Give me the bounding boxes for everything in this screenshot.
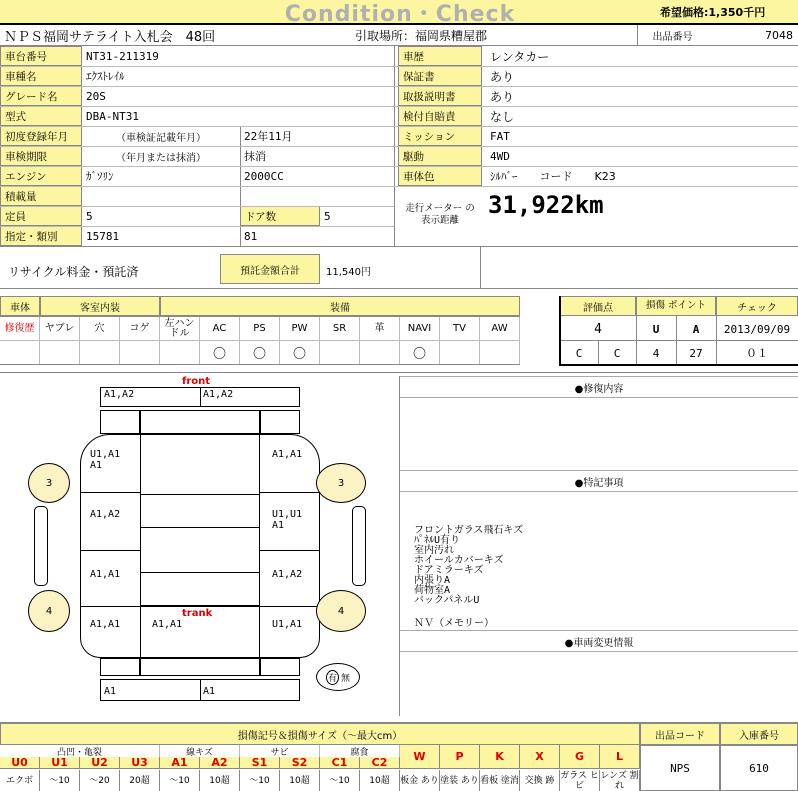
equip-col-10: NAVI (400, 317, 440, 340)
deposit-label: 預託金額合計 (220, 254, 320, 284)
equip-hdr-rating: 評価点 (560, 296, 636, 316)
entry-label: 入庫番号 (720, 723, 798, 745)
spec-note-inspection: （年月または抹消） (116, 152, 206, 164)
equip-val-8 (320, 341, 360, 364)
equip-val-1 (40, 341, 80, 364)
code-label: 出品コード (640, 723, 720, 745)
modify-header: ●車両変更情報 (400, 630, 798, 652)
fb-right-label: A1,A2 (203, 389, 234, 400)
check-date: 2013/09/09 (723, 322, 791, 336)
points-a-value: 27 (689, 346, 703, 360)
spec-value-displacement: 2000CC (244, 169, 284, 183)
equip-val-2 (80, 341, 120, 364)
rating-value: 4 (594, 321, 602, 337)
spec-label-grade: グレード名 (0, 86, 82, 106)
spec-label-manual: 取扱説明書 (398, 86, 482, 106)
spec-value-grade: 20S (86, 89, 106, 103)
equip-col-6: PS (240, 317, 280, 340)
legend-code-W: W (400, 745, 440, 769)
equip-val-10: 〇 (400, 341, 440, 364)
equip-col-8: SR (320, 317, 360, 340)
legend-size-K: 看板 塗消 (480, 770, 520, 791)
spec-label-transmission: ミッション (398, 126, 482, 146)
rb-left-label: A1 (104, 686, 117, 697)
auction-title: ＮＰＳ福岡サテライト入札会 48回 (4, 29, 216, 45)
spec-value-model: ｴｸｽﾄﾚｲﾙ (86, 70, 125, 83)
repair-header: ●修復内容 (400, 376, 798, 398)
entry-value: 610 (720, 745, 798, 791)
spec-label-doors: ドア数 (240, 206, 320, 226)
spec-value-designation: 15781 (86, 229, 120, 243)
spec-value-type: DBA-NT31 (86, 109, 139, 123)
steer-yes: 有 (326, 670, 339, 685)
legend-code-U0: U0 (0, 757, 40, 769)
special-note-item: 内張りA (414, 575, 451, 586)
tire-front-right: 3 (316, 463, 366, 503)
equip-col-1: ヤブレ (40, 317, 80, 340)
legend-code-S2: S2 (280, 757, 320, 769)
nv-note: ＮＶ（メモリー） (414, 617, 494, 628)
spec-value-color: ｼﾙﾊﾞｰ コード K23 (490, 170, 616, 183)
spec-label-capacity: 定員 (0, 206, 82, 226)
rd-left-label: A1,A1 (90, 569, 121, 580)
points-a-label: A (692, 322, 700, 336)
code-value: NPS (640, 745, 720, 791)
legend-code-P: P (440, 745, 480, 769)
legend-size-S2: 10超 (280, 770, 320, 791)
equip-val-6: 〇 (240, 341, 280, 364)
equip-col-2: 穴 (80, 317, 120, 340)
rating-exterior: C (575, 346, 583, 360)
rd-right-label: A1,A2 (272, 569, 303, 580)
spec-value-warranty: あり (490, 69, 515, 84)
equip-hdr-check: チェック (716, 296, 798, 316)
spec-label-load: 積載量 (0, 186, 82, 206)
spec-value-inspection: 抹消 (244, 150, 266, 163)
equip-col-11: TV (440, 317, 480, 340)
spec-value-transmission: FAT (490, 129, 510, 143)
legend-code-X: X (520, 745, 560, 769)
equip-val-4 (160, 341, 200, 364)
special-note-item: ホイールカバーキズ (414, 555, 504, 566)
legend-code-C2: C2 (360, 757, 400, 769)
fd-right-label: A1,A1 (272, 449, 303, 460)
lot-label: 出品番号 (637, 25, 707, 45)
legend-size-L: レンズ 割れ (600, 770, 639, 791)
fd-left-label: U1,A1 A1 (90, 449, 121, 471)
spec-value-chassis: NT31-211319 (86, 49, 159, 63)
mileage-label: 走行メーター の表示距離 (405, 203, 475, 226)
spec-value-manual: あり (490, 89, 515, 104)
spec-note-first-reg: （車検証記載年月） (116, 132, 206, 144)
legend-group-2: サビ (240, 745, 320, 757)
legend-size-C2: 10超 (360, 770, 400, 791)
spec-label-engine: エンジン (0, 166, 82, 186)
legend-size-W: 板金 あり (400, 770, 440, 791)
legend-size-P: 塗装 あり (440, 770, 480, 791)
special-note-item: 荷物室A (414, 585, 451, 596)
spec-label-warranty: 保証書 (398, 66, 482, 86)
legend-code-G: G (560, 745, 600, 769)
spec-label-inspection: 車検期限 (0, 146, 82, 166)
special-note-item: 室内汚れ (414, 545, 454, 556)
diagram-trank-label: trank (182, 608, 213, 619)
legend-size-C1: ～10 (320, 770, 360, 791)
pickup-location: 引取場所：福岡県糟屋郡 (355, 28, 488, 43)
trunk-label: A1,A1 (152, 619, 183, 630)
special-note-item: ﾊﾟﾈﾙU有り (414, 535, 461, 546)
tire-front-left: 3 (28, 463, 70, 503)
lot-value: 7048 (765, 28, 793, 42)
legend-code-U2: U2 (80, 757, 120, 769)
md-right-label: U1,U1 A1 (272, 509, 303, 531)
equip-col-0: 修復歴 (0, 317, 40, 340)
recycle-label: リサイクル料金・預託済 (8, 264, 139, 279)
points-u-label: U (652, 322, 660, 336)
legend-code-U3: U3 (120, 757, 160, 769)
spec-label-model: 車種名 (0, 66, 82, 86)
equip-val-7: 〇 (280, 341, 320, 364)
rb-right-label: A1 (203, 686, 216, 697)
spec-label-insurance: 検付自賠責 (398, 106, 482, 126)
spec-label-history: 車歴 (398, 46, 482, 66)
steering-indicator (316, 663, 360, 691)
spec-label-first-reg: 初度登録年月 (0, 126, 82, 146)
points-u-value: 4 (652, 346, 660, 360)
legend-code-C1: C1 (320, 757, 360, 769)
special-header: ●特記事項 (400, 470, 798, 492)
equip-val-0 (0, 341, 40, 364)
equip-hdr-body: 車体 (0, 296, 40, 316)
rq-right-label: U1,A1 (272, 619, 303, 630)
spec-label-designation: 指定・類別 (0, 226, 82, 246)
legend-title: 損傷記号＆損傷サイズ（～最大cm） (0, 723, 640, 745)
equip-val-9 (360, 341, 400, 364)
legend-code-L: L (600, 745, 640, 769)
legend-group-0: 凸凹・亀裂 (0, 745, 160, 757)
legend-size-U2: ～20 (80, 770, 120, 791)
price-label: 希望価格:1,350千円 (660, 6, 766, 19)
equip-col-4: 左ハンドル (160, 317, 200, 340)
equip-hdr-interior: 客室内装 (40, 296, 160, 316)
equip-val-12 (480, 341, 520, 364)
equip-val-3 (120, 341, 160, 364)
spec-value-capacity: 5 (86, 209, 93, 223)
legend-size-U1: ～10 (40, 770, 80, 791)
check-value: ０１ (746, 347, 768, 360)
spec-value-insurance: なし (490, 109, 515, 124)
spec-label-color: 車体色 (398, 166, 482, 186)
mileage-value: 31,922km (488, 191, 604, 219)
equip-val-11 (440, 341, 480, 364)
spec-value-doors: 5 (324, 209, 331, 223)
special-notes-list (414, 526, 794, 606)
spec-value-category: 81 (244, 229, 258, 243)
legend-size-S1: ～10 (240, 770, 280, 791)
legend-group-1: 線キズ (160, 745, 240, 757)
equip-val-5: 〇 (200, 341, 240, 364)
legend-size-A2: 10超 (200, 770, 240, 791)
md-left-label: A1,A2 (90, 509, 121, 520)
legend-group-3: 腐食 (320, 745, 400, 757)
tire-rear-left: 4 (28, 590, 70, 632)
legend-size-U3: 20超 (120, 770, 160, 791)
legend-size-U0: エクボ (0, 770, 40, 791)
logo-text: Condition・Check (284, 1, 516, 24)
equip-hdr-points: 損傷 ポイント (636, 296, 716, 316)
spec-label-drive: 駆動 (398, 146, 482, 166)
legend-size-X: 交換 跡 (520, 770, 560, 791)
steer-no: 無 (341, 673, 351, 684)
legend-code-K: K (480, 745, 520, 769)
spec-value-history: レンタカー (490, 49, 550, 64)
legend-size-A1: ～10 (160, 770, 200, 791)
equip-col-7: PW (280, 317, 320, 340)
legend-code-U1: U1 (40, 757, 80, 769)
spec-value-first-reg: 22年11月 (244, 130, 293, 143)
legend-size-G: ガラス ヒビ (560, 770, 599, 791)
rq-left-label: A1,A1 (90, 619, 121, 630)
equip-col-12: AW (480, 317, 520, 340)
fb-left-label: A1,A2 (104, 389, 135, 400)
spec-value-fuel: ｶﾞｿﾘﾝ (86, 170, 114, 183)
legend-code-A2: A2 (200, 757, 240, 769)
spec-label-chassis: 車台番号 (0, 46, 82, 66)
spec-value-drive: 4WD (490, 149, 510, 163)
legend-code-A1: A1 (160, 757, 200, 769)
equip-col-3: コゲ (120, 317, 160, 340)
special-note-item: ドアミラーキズ (414, 565, 484, 576)
special-note-item: フロントガラス飛石キズ (414, 525, 524, 536)
equip-col-9: 革 (360, 317, 400, 340)
spec-label-type: 型式 (0, 106, 82, 126)
deposit-value: 11,540円 (326, 266, 371, 278)
diagram-front-label: front (182, 375, 211, 387)
equip-hdr-equipment: 装備 (160, 296, 520, 316)
equip-col-5: AC (200, 317, 240, 340)
legend-code-S1: S1 (240, 757, 280, 769)
rating-interior: C (613, 346, 621, 360)
special-note-item: バックパネルU (414, 595, 480, 606)
tire-rear-right: 4 (316, 590, 366, 632)
